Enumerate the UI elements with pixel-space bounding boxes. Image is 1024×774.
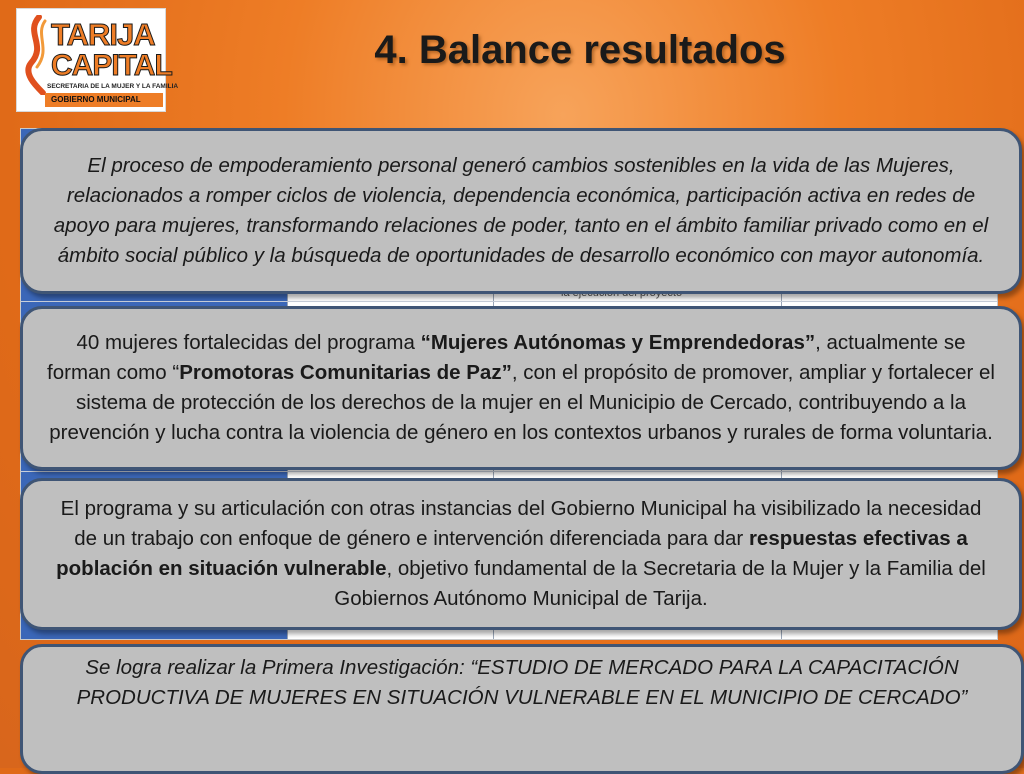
promotoras-name: Promotoras Comunitarias de Paz” bbox=[179, 361, 512, 384]
logo-org: GOBIERNO MUNICIPAL bbox=[51, 95, 141, 104]
program-name: “Mujeres Autónomas y Emprendedoras” bbox=[420, 331, 816, 354]
logo-text-tarija: TARIJA bbox=[51, 17, 155, 52]
text-segment: , objetivo fundamental de la Secretaria de la Mujer y la Familia del Gobiernos Autónomo Municipal de Tarija. bbox=[334, 557, 986, 610]
result-text-promotoras bbox=[47, 328, 995, 448]
result-box-empowerment bbox=[20, 128, 1022, 294]
result-box-promotoras bbox=[20, 306, 1022, 470]
slide-title: 4. Balance resultados bbox=[374, 28, 786, 72]
tarija-capital-logo bbox=[16, 8, 179, 112]
logo-text-capital: CAPITAL bbox=[51, 49, 172, 82]
text-segment: , actualmente se forman como “ bbox=[47, 331, 966, 384]
result-box-research bbox=[20, 644, 1024, 774]
table-row-line bbox=[21, 301, 997, 302]
text-segment: , con el propósito de promover, ampliar y fortalecer el sistema de protección de los derechos de la mujer en el Municipio de Cercado, contribuyendo a la prevención y lucha contra la violencia de género en los contextos urbanos y rurales de forma voluntaria. bbox=[49, 361, 995, 444]
text-segment: El programa y su articulación con otras instancias del Gobierno Municipal ha visibilizado la necesidad de un trabajo con enfoque de género e intervención diferenciada para dar bbox=[60, 497, 982, 550]
emphasis-text: respuestas efectivas a población en situación vulnerable bbox=[56, 527, 968, 580]
result-text-articulation bbox=[47, 494, 995, 614]
result-box-articulation bbox=[20, 478, 1022, 630]
table-row-line bbox=[21, 471, 997, 472]
result-text-research: Se logra realizar la Primera Investigación: “ESTUDIO DE MERCADO PARA LA CAPACITACIÓN PRODUCTIVA DE MUJERES EN SITUACIÓN VULNERABLE EN EL MUNICIPIO DE CERCADO” bbox=[76, 656, 968, 709]
logo-subtitle: SECRETARIA DE LA MUJER Y LA FAMILIA bbox=[47, 83, 179, 90]
text-segment: 40 mujeres fortalecidas del programa bbox=[76, 331, 421, 354]
result-text-empowerment: El proceso de empoderamiento personal generó cambios sostenibles en la vida de las Mujeres, relacionados a romper ciclos de violencia, dependencia económica, participación activa en redes de apoyo para mujeres, transformando relaciones de poder, tanto en el ámbito familiar privado como en el ámbito social público y la búsqueda de oportunidades de desarrollo económico con mayor autonomía. bbox=[53, 154, 989, 267]
